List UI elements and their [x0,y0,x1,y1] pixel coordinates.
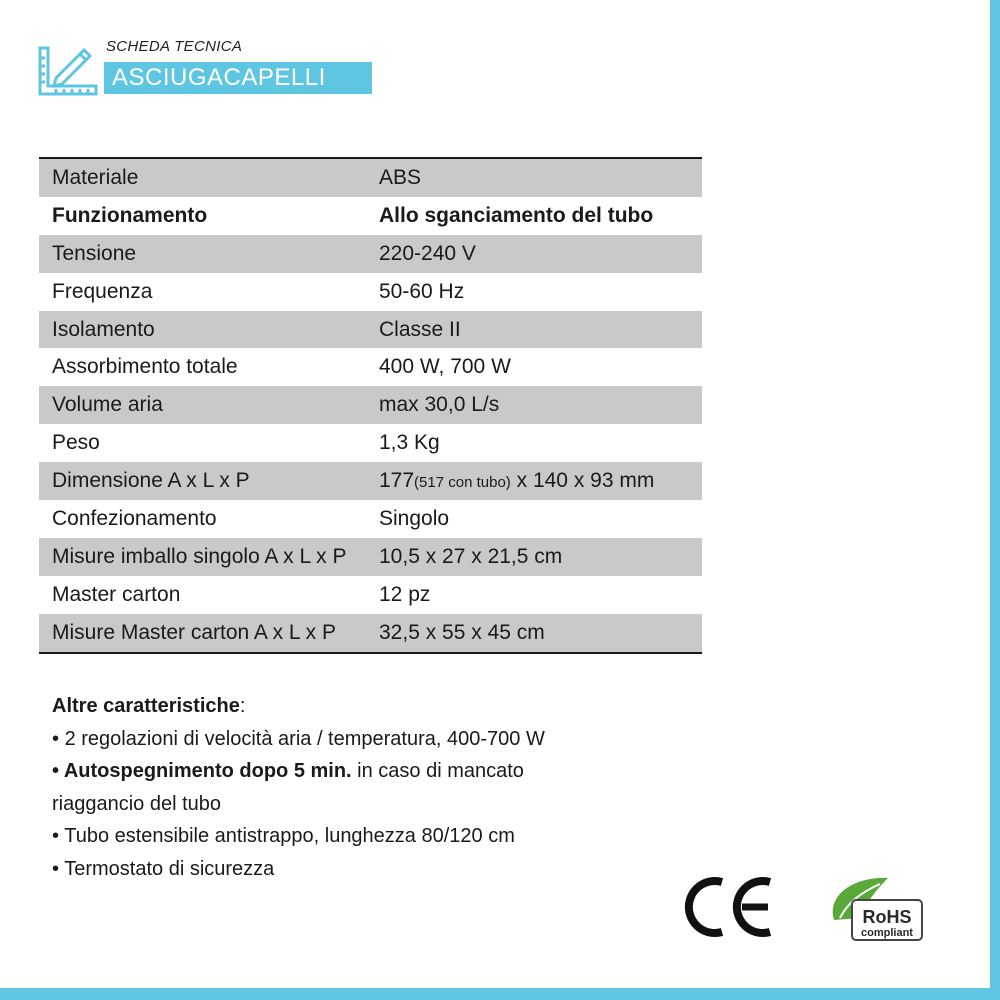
spec-value: ABS [379,165,422,189]
header-title: ASCIUGACAPELLI [104,62,372,94]
spec-value-note: (517 con tubo) [414,474,511,492]
spec-value: 32,5 x 55 x 45 cm [379,620,545,644]
spec-value: Singolo [379,506,450,530]
bullet: • [52,857,60,880]
rohs-title: RoHS [862,907,912,927]
spec-row-misure-master [39,614,702,652]
bullet: • [52,727,60,750]
spec-row-dimensione [39,462,702,500]
features-heading: Altre caratteristiche: [52,695,246,717]
spec-row-confezionamento [39,500,702,538]
spec-row-isolamento [39,311,702,349]
bullet: • [52,825,60,847]
header [36,36,376,100]
spec-label: Peso [52,431,100,455]
spec-label: Tensione [52,241,137,265]
spec-value-main: 177 [379,469,415,493]
header-subtitle: SCHEDA TECNICA [106,38,243,55]
spec-label: Dimensione A x L x P [52,469,250,493]
spec-label: Assorbimento totale [52,355,238,379]
feature-item: • Autospegnimento dopo 5 min. in caso di mancato [52,760,524,782]
frame-border-bottom [0,988,1000,1000]
ruler-pencil-icon [36,40,100,98]
feature-item: • 2 regolazioni di velocità aria / temperatura, 400-700 W [52,727,545,750]
spec-label: Master carton [52,582,181,606]
feature-item-continuation: riaggancio del tubo [52,792,222,815]
ce-mark-icon [684,876,776,938]
spec-label: Misure imballo singolo A x L x P [52,544,347,568]
spec-label: Funzionamento [52,203,208,227]
feature-item: • Tubo estensibile antistrappo, lunghezza 80/120 cm [52,825,515,847]
spec-value: Classe II [379,317,461,341]
rohs-subtitle: compliant [861,927,913,939]
spec-value: 1,3 Kg [379,431,440,455]
spec-value [379,469,702,493]
spec-row-frequenza [39,273,702,311]
spec-label: Frequenza [52,279,153,303]
spec-value: 50-60 Hz [379,279,465,303]
spec-row-master-carton [39,576,702,614]
spec-row-assorbimento [39,348,702,386]
spec-value: 400 W, 700 W [379,355,511,379]
feature-item: • Termostato di sicurezza [52,857,275,880]
spec-value: 220-240 V [379,241,476,265]
frame-border-right [990,0,1000,1000]
spec-label: Volume aria [52,393,163,417]
spec-row-funzionamento [39,197,702,235]
spec-value: max 30,0 L/s [379,393,500,417]
spec-row-tensione [39,235,702,273]
features-list [52,690,692,885]
spec-label: Materiale [52,165,139,189]
spec-row-misure-imballo [39,538,702,576]
spec-row-materiale [39,159,702,197]
spec-row-peso [39,424,702,462]
spec-label: Misure Master carton A x L x P [52,620,336,644]
spec-label: Confezionamento [52,506,217,530]
bullet: • [52,760,60,782]
spec-row-volume-aria [39,386,702,424]
spec-value: 12 pz [379,582,431,606]
rohs-compliant-badge [826,872,928,944]
spec-table [39,157,702,654]
spec-value: 10,5 x 27 x 21,5 cm [379,544,563,568]
spec-value-rest: x 140 x 93 mm [510,469,655,493]
spec-value: Allo sganciamento del tubo [379,203,654,227]
spec-label: Isolamento [52,317,155,341]
